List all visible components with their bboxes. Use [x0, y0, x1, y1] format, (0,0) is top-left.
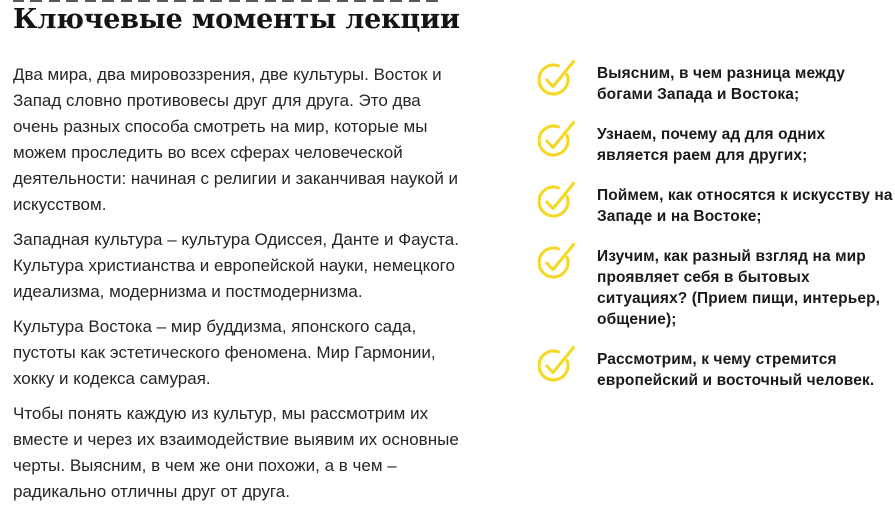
check-circle-icon [538, 119, 578, 159]
section-title: Ключевые моменты лекции [13, 4, 460, 35]
key-point-label: Рассмотрим, к чему стремится европейский и восточный человек. [597, 351, 875, 389]
two-column-layout [13, 62, 893, 505]
key-point-item [538, 63, 895, 105]
key-point-label: Узнаем, почему ад для одних является раем для других; [597, 126, 826, 164]
description-paragraph: Два мира, два мировоззрения, две культуры. Восток и Запад словно противовесы друг для друга. Это два очень разных способа смотреть на мир, которые мы можем проследить во всех сферах человеческой деятельности: начиная с религии и заканчивая наукой и искусством. [13, 65, 459, 214]
key-point-item [538, 349, 895, 391]
key-point-item [538, 246, 895, 330]
check-circle-icon [538, 241, 578, 281]
cropped-content-artifact [13, 0, 443, 2]
check-circle-icon [538, 58, 578, 98]
key-point-label: Поймем, как относятся к искусству на Западе и на Востоке; [597, 187, 893, 225]
check-circle-icon [538, 344, 578, 384]
description-paragraph: Культура Востока – мир буддизма, японского сада, пустоты как эстетического феномена. Мир Гармонии, хокку и кодекса самурая. [13, 317, 436, 388]
check-circle-icon [538, 180, 578, 220]
key-point-label: Изучим, как разный взгляд на мир проявляет себя в бытовых ситуациях? (Прием пищи, интерьер, общение); [597, 248, 881, 328]
key-point-item [538, 124, 895, 166]
section-content [13, 4, 893, 505]
key-point-item [538, 185, 895, 227]
key-point-label: Выясним, в чем разница между богами Запада и Востока; [597, 65, 845, 103]
description-paragraph: Чтобы понять каждую из культур, мы рассмотрим их вместе и через их взаимодействие выявим их основные черты. Выясним, в чем же они похожи, а в чем – радикально отличны друг от друга. [13, 404, 459, 501]
key-points-list [538, 62, 895, 391]
lecture-description [13, 62, 471, 505]
description-paragraph: Западная культура – культура Одиссея, Данте и Фауста. Культура христианства и европейской науки, немецкого идеализма, модернизма и постмодернизма. [13, 230, 459, 301]
